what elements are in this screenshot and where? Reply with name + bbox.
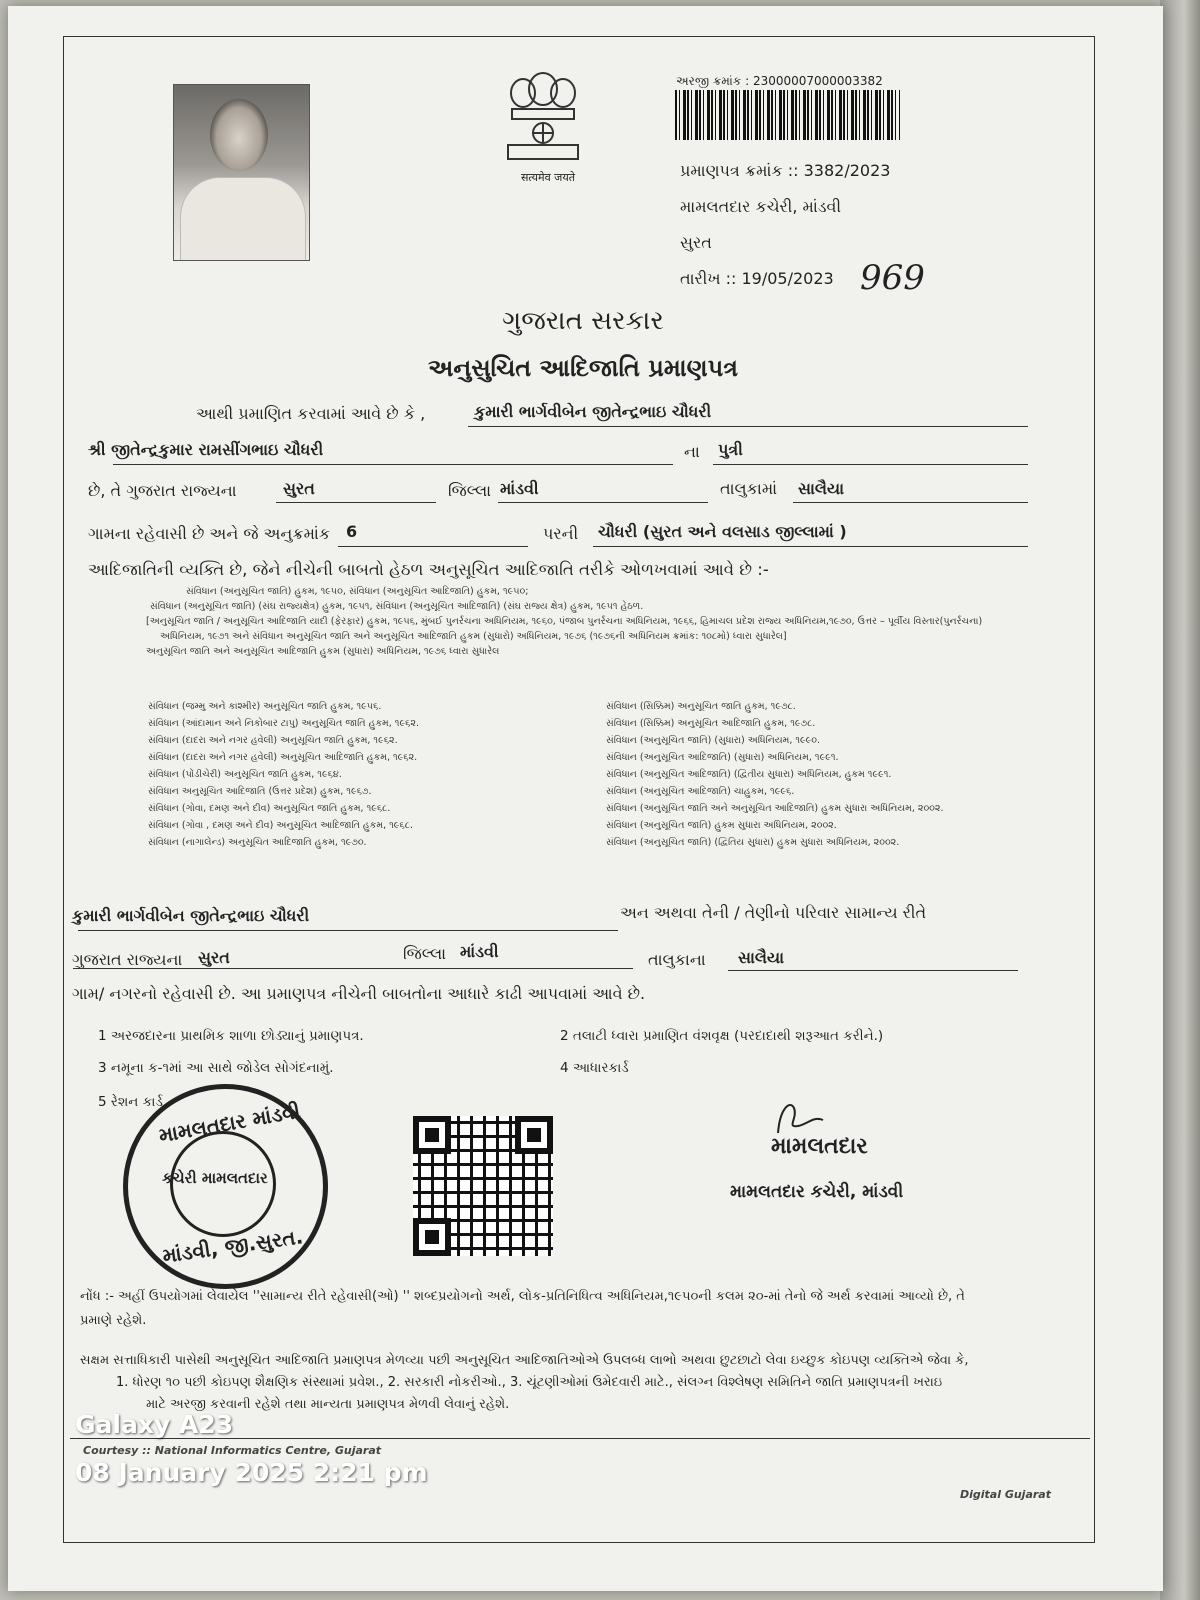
national-emblem-icon (498, 61, 588, 171)
residence-state-prefix: ગુજરાત રાજ્યના (72, 950, 183, 969)
taluka-name: માંડવી (500, 479, 539, 498)
order-item: સંવિધાન (સિક્કિમ) અનુસૂચિત આદિજાતિ હુકમ, ૧૯૭૮. (606, 718, 816, 729)
recognition-statement: આદિજાતિની વ્યક્તિ છે, જેને નીચેની બાબતો હેઠળ અનુસૂચિત આદિજાતિ તરીકે ઓળખવામાં આવે છે :- (88, 560, 769, 579)
seal-top-text: મામલતદાર માંડવી (157, 1098, 303, 1148)
residence-village: સાલૈયા (738, 948, 785, 967)
document-item: 3 નમૂના ક-૧માં આ સાથે જોડેલ સોગંદનામું. (98, 1060, 334, 1076)
relation: પુત્રી (718, 440, 743, 459)
document-item: 4 આધારકાર્ડ (560, 1060, 629, 1076)
orders-block (146, 584, 1046, 659)
order-item: સંવિધાન (અનુસૂચિત આદિજાતિ) (સુધારા) અધિનિયમ, ૧૯૯૧. (606, 752, 839, 763)
courtesy-text: Courtesy :: National Informatics Centre, Gujarat (83, 1444, 382, 1457)
residence-district: સુરત (198, 948, 230, 967)
residence-prefix: ગામના રહેવાસી છે અને જે અનુક્રમાંક (88, 524, 331, 543)
order-item: સંવિધાન (અનુસૂચિત જાતિ) (દ્વિતિય સુધારા) હુકમ સુધારા અધિનિયમ, ૨૦૦૨. (606, 837, 900, 848)
applicant-photo (173, 84, 310, 261)
certificate-sheet (8, 6, 1163, 1591)
residence-district-label: જિલ્લા (403, 944, 447, 963)
order-item: સંવિધાન (અનુસૂચિત જાતિ અને અનુસૂચિત આદિજાતિ) હુકમ સુધારા અધિનિયમ, ૨૦૦૨. (606, 803, 944, 814)
order-item: સંવિધાન (અનુસૂચિત આદિજાતિ) (દ્વિતીય સુધારા) અધિનિયમ, હુકમ ૧૯૯૧. (606, 769, 892, 780)
document-item: 5 રેશન કાર્ડ (98, 1094, 163, 1110)
note-eligibility: સક્ષમ સત્તાધિકારી પાસેથી અનુસૂચિત આદિજાતિ પ્રમાણપત્ર મેળવ્યા પછી અનુસૂચિત આદિજાતિઓએ ઉપલબ્ધ લાભો અથવા છુટછાટો લેવા ઇચ્છુક કોઇપણ વ્યક્તિએ જેવા કે, (80, 1353, 969, 1368)
orders-left-column (148, 698, 568, 851)
order-item: સંવિધાન (સિક્કિમ) અનુસૂચિત જાતિ હુકમ, ૧૯૭૮. (606, 701, 796, 712)
background-edge (1160, 0, 1200, 1600)
order-line: [અનુસૂચિત જાતિ / અનુસૂચિત આદિજાતિ યાદી (ફેરફાર) હુકમ, ૧૯૫૬, મુંબઈ પુનર્રચના અધિનિયમ, ૧૯૬૦, પંજાબ પુનર્રચના અધિનિયમ, ૧૯૬૬, હિમાચલ પ્રદેશ રાજ્ય અધિનિયમ,૧૯૭૦, ઉત્તર – પૂર્વીય વિસ્તાર(પુનર્રચના) (146, 616, 983, 627)
order-item: સંવિધાન (દાદરા અને નગર હવેલી) અનુસૂચિત જાતિ હુકમ, ૧૯૬૨. (148, 735, 398, 746)
na-label: ના (684, 442, 700, 461)
tribe-name: ચૌધરી (સુરત અને વલસાડ જીલ્લામાં ) (598, 522, 847, 541)
certify-prefix: આથી પ્રમાણિત કરવામાં આવે છે કે , (196, 404, 426, 423)
district-name: સુરત (283, 479, 315, 498)
state-prefix: છે, તે ગુજરાત રાજ્યના (88, 481, 237, 500)
taluka-label: તાલુકામાં (720, 479, 778, 498)
seal-middle-text: કચેરી મામલતદાર (162, 1169, 268, 1187)
order-item: સંવિધાન (અનુસૂચિત જાતિ) (સુધારા) અધિનિયમ, ૧૯૯૦. (606, 735, 821, 746)
order-item: સંવિધાન (અનુસૂચિત આદિજાતિ) ચાહુકમ, ૧૯૯૬. (606, 786, 795, 797)
applicant-name: કુમારી ભાર્ગવીબેન જીતેન્દ્રભાઇ ચૌધરી (474, 402, 712, 421)
note-definition: નોંધ :- અહીં ઉપયોગમાં લેવાયેલ ''સામાન્ય રીતે રહેવાસી(ઓ) '' શબ્દપ્રયોગનો અર્થ, લોક-પ્રતિનિધિત્વ અધિનિયમ,૧૯૫૦ની કલમ ૨૦-માં તેનો જે અર્થ કરવામાં આવ્યો છે, તે (80, 1289, 965, 1304)
note-eligibility-items: 1. ધોરણ ૧૦ પછી કોઇપણ શૈક્ષણિક સંસ્થામાં પ્રવેશ., 2. સરકારી નોકરીઓ., 3. ચૂંટણીઓમાં ઉમેદવારી માટે., સંલગ્ન વિશ્લેષણ સમિતિને જાતિ પ્રમાણપત્રની ખરાઇ (116, 1375, 943, 1390)
order-line: સંવિધાન (અનુસૂચિત જાતિ) (સંઘ રાજ્યક્ષેત્ર) હુકમ, ૧૯૫૧, સંવિધાન (અનુસૂચિત આદિજાતિ) (સંઘ રાજ્ય ક્ષેત્ર) હુકમ, ૧૯૫૧ હેઠળ. (150, 601, 644, 612)
order-item: સંવિધાન (દાદરા અને નગર હવેલી) અનુસૂચિત આદિજાતિ હુકમ, ૧૯૬૨. (148, 752, 418, 763)
signatory-office: મામલતદાર કચેરી, માંડવી (730, 1182, 904, 1202)
official-seal (123, 1084, 328, 1289)
residence-taluka-label: તાલુકાના (648, 950, 706, 969)
seal-bottom-text: માંડવી, જી.સુરત. (161, 1224, 305, 1268)
order-line: અધિનિયમ, ૧૯૭૧ અને સંવિધાન અનુસૂચિત જાતિ અને અનુસૂચિત આદિજાતિ હુકમ (સુધારો) અધિનિયમ, ૧૯૭૬ (૧૯૭૬ની અધિનિયમ ક્રમાંક: ૧૦૮મો) ધ્વારા સુધારેલ] (160, 631, 787, 642)
camera-device-watermark: Galaxy A23 (75, 1410, 234, 1439)
order-item: સંવિધાન (પોંડીચેરી) અનુસૂચિત જાતિ હુકમ, ૧૯૬૪. (148, 769, 342, 780)
orders-right-column (606, 698, 1046, 851)
certificate-title: અનુસુચિત આદિજાતિ પ્રમાણપત્ર (428, 354, 738, 382)
issuing-city: સુરત (680, 233, 712, 252)
note-eligibility-end: માટે અરજી કરવાની રહેશે તથા માન્યતા પ્રમાણપત્ર મેળવી લેવાનું રહેશે. (146, 1397, 510, 1412)
order-item: સંવિધાન (ગોવા , દમણ અને દીવ) અનુસૂચિત આદિજાતિ હુકમ, ૧૯૬૮. (148, 820, 413, 831)
district-label: જિલ્લા (448, 481, 492, 500)
serial-number: 6 (346, 522, 358, 541)
residence-taluka: માંડવી (460, 942, 499, 961)
issuing-office: મામલતદાર કચેરી, માંડવી (680, 197, 842, 216)
issue-date: તારીખ :: 19/05/2023 (680, 269, 834, 288)
order-line: અનુસૂચિત જાતિ અને અનુસૂચિત આદિજાતિ હુકમ (સુધારા) અધિનિયમ, ૧૯૭૬ ધ્વારા સુધારેલ (146, 646, 500, 657)
order-item: સંવિધાન (આંદામાન અને નિકોબાર ટાપુ) અનુસૂચિત જાતિ હુકમ, ૧૯૬૨. (148, 718, 419, 729)
certificate-number: પ્રમાણપત્ર ક્રમાંક :: 3382/2023 (680, 161, 891, 180)
order-line: સંવિધાન (અનુસૂચિત જાતિ) હુકમ, ૧૯૫૦, સંવિધાન (અનુસૂચિત આદિજાતિ) હુકમ, ૧૯૫૦; (186, 586, 529, 597)
residence-closing: ગામ/ નગરનો રહેવાસી છે. આ પ્રમાણપત્ર નીચેની બાબતોના આધારે કાઢી આપવામાં આવે છે. (72, 984, 646, 1003)
family-residence-text: અન અથવા તેની / તેણીનો પરિવાર સામાન્ય રીતે (620, 903, 927, 922)
signatory-title: મામલતદાર (771, 1134, 868, 1159)
digital-gujarat-label: Digital Gujarat (960, 1488, 1051, 1501)
handwritten-number: 969 (860, 258, 925, 298)
village-name: સાલૈયા (798, 479, 845, 498)
emblem-caption: सत्यमेव जयते (520, 171, 575, 184)
document-item: 1 અરજદારના પ્રાથમિક શાળા છોડ્યાનું પ્રમાણપત્ર. (98, 1028, 364, 1044)
par-ni-label: પરની (543, 524, 579, 543)
note-definition-end: પ્રમાણે રહેશે. (80, 1313, 147, 1328)
order-item: સંવિધાન (જમ્મુ અને કાશ્મીર) અનુસૂચિત જાતિ હુકમ, ૧૯૫૬. (148, 701, 382, 712)
parent-name: શ્રી જીતેન્દ્રકુમાર રામસીંગભાઇ ચૌધરી (88, 440, 324, 459)
government-title: ગુજરાત સરકાર (502, 306, 664, 336)
order-item: સંવિધાન (નાગાલેન્ડ) અનુસૂચિત આદિજાતિ હુકમ, ૧૯૭૦. (148, 837, 367, 848)
barcode (675, 90, 900, 140)
application-number: અરજી ક્રમાંક : 23000007000003382 (676, 74, 883, 88)
qr-code (413, 1116, 553, 1256)
order-item: સંવિધાન (અનુસૂચિત જાતિ) હુકમ સુધારા અધિનિયમ, ૨૦૦૨. (606, 820, 837, 831)
residence-name: કુમારી ભાર્ગવીબેન જીતેન્દ્રભાઇ ચૌધરી (72, 906, 310, 925)
order-item: સંવિધાન (ગોવા, દમણ અને દીવ) અનુસૂચિત જાતિ હુકમ, ૧૯૬૮. (148, 803, 391, 814)
signature-icon (768, 1098, 838, 1138)
camera-datetime-watermark: 08 January 2025 2:21 pm (75, 1458, 428, 1487)
order-item: સંવિધાન અનુસૂચિત આદિજાતિ (ઉત્તર પ્રદેશ) હુકમ, ૧૯૬૭. (148, 786, 372, 797)
document-item: 2 તલાટી ધ્વારા પ્રમાણિત વંશવૃક્ષ (પરદાદાથી શરૂઆત કરીને.) (560, 1028, 884, 1044)
